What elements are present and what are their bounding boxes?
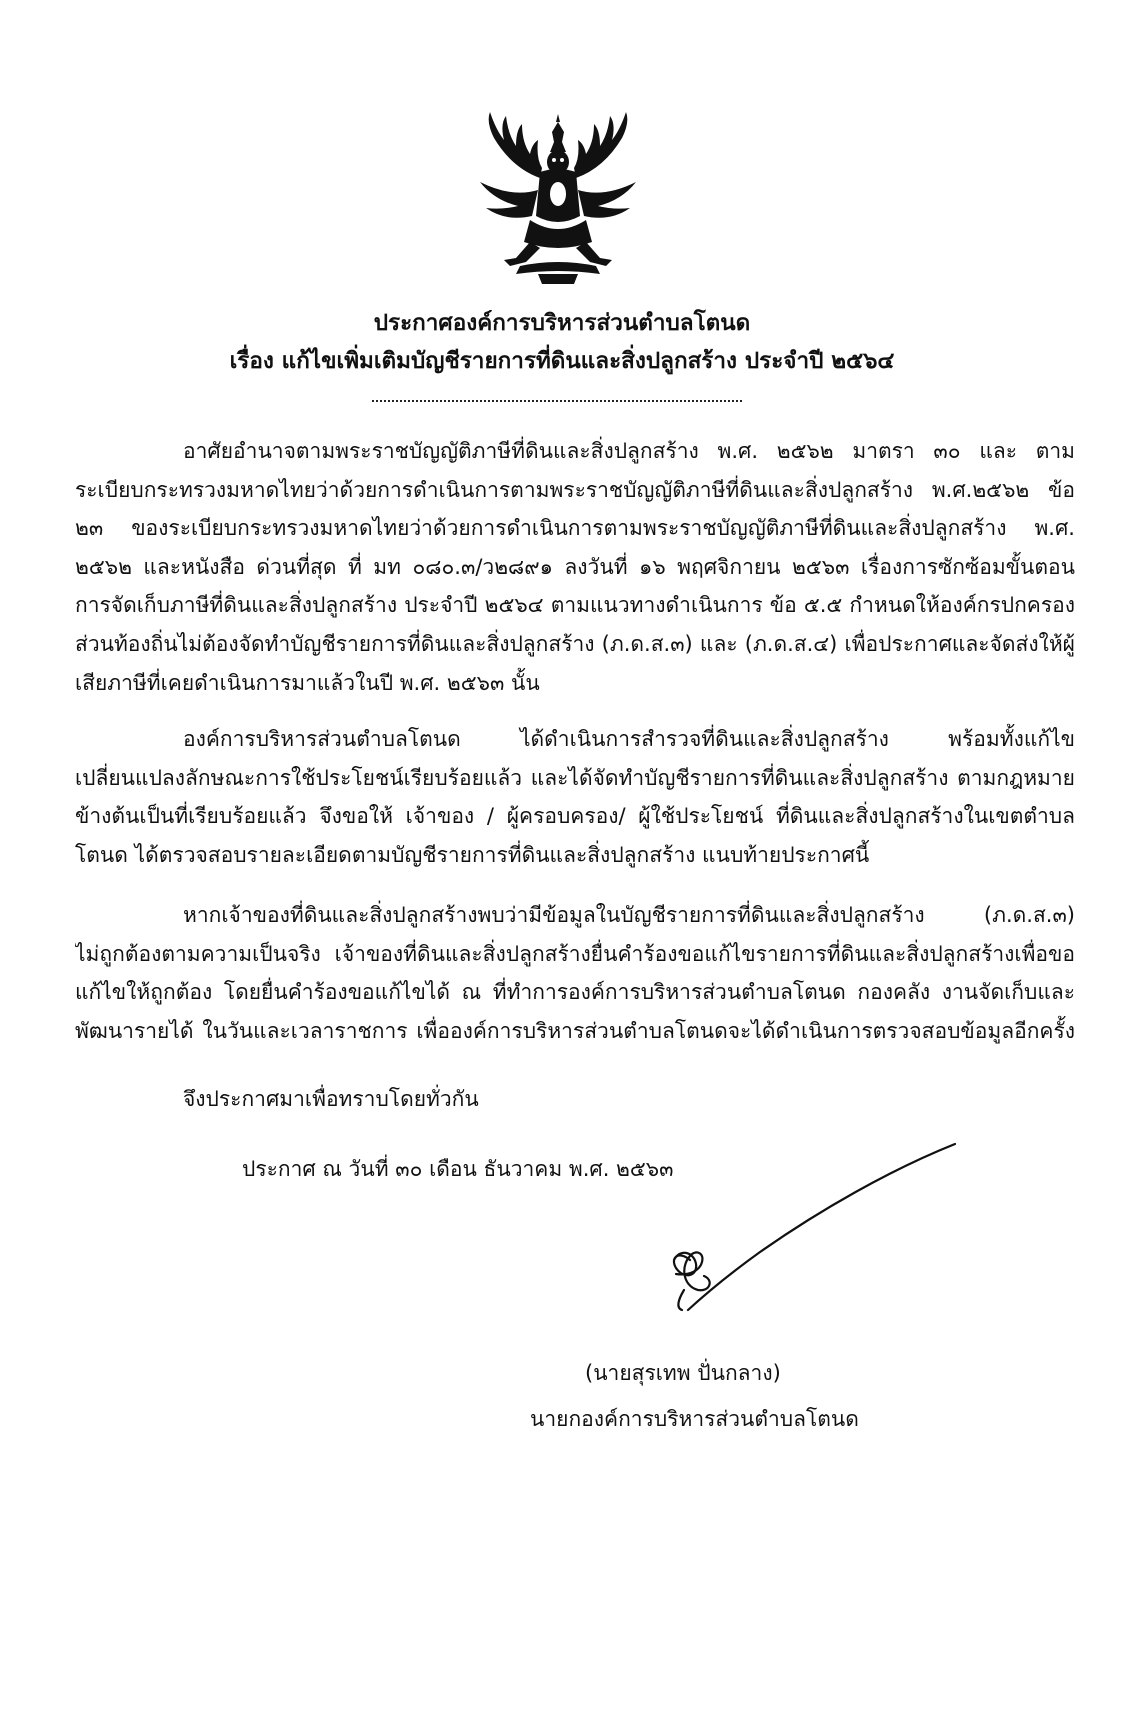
paragraph-line: พัฒนารายได้ ในวันและเวลาราชการ เพื่อองค์การบริหารส่วนตำบลโตนดจะได้ดำเนินการตรวจสอบข้อมูลอีกครั้ง [75,1018,1075,1043]
closing-statement: จึงประกาศมาเพื่อทราบโดยทั่วกัน [183,1087,479,1111]
paragraph-line: แก้ไขให้ถูกต้อง โดยยื่นคำร้องขอแก้ไขได้ ณ ที่ทำการองค์การบริหารส่วนตำบลโตนด กองคลัง งานจัดเก็บและ [75,980,1075,1005]
paragraph-legal-basis [75,432,1075,702]
paragraph-line: ระเบียบกระทรวงมหาดไทยว่าด้วยการดำเนินการตามพระราชบัญญัติภาษีที่ดินและสิ่งปลูกสร้าง พ.ศ.๒๕๖๒ ข้อ [75,477,1075,502]
signer-name: (นายสุรเทพ ปั่นกลาง) [585,1361,781,1385]
paragraph-line: ๒๕๖๒ และหนังสือ ด่วนที่สุด ที่ มท ๐๘๐.๓/ว๒๘๙๑ ลงวันที่ ๑๖ พฤศจิกายน ๒๕๖๓ เรื่องการซักซ้อมขั้นตอน [75,554,1075,579]
handwritten-signature-icon [640,1140,960,1320]
announcement-date: ประกาศ ณ วันที่ ๓๐ เดือน ธันวาคม พ.ศ. ๒๕๖๓ [242,1157,674,1181]
paragraph-line: องค์การบริหารส่วนตำบลโตนด ได้ดำเนินการสำรวจที่ดินและสิ่งปลูกสร้าง พร้อมทั้งแก้ไข [183,727,1075,751]
garuda-emblem-icon [460,108,656,286]
paragraph-line: ข้างต้นเป็นที่เรียบร้อยแล้ว จึงขอให้ เจ้าของ / ผู้ครอบครอง/ ผู้ใช้ประโยชน์ ที่ดินและสิ่งปลูกสร้างในเขตตำบล [75,804,1075,829]
signer-position: นายกองค์การบริหารส่วนตำบลโตนด [530,1407,859,1431]
title-divider [372,400,742,402]
announcement-title: ประกาศองค์การบริหารส่วนตำบลโตนด [373,310,751,336]
paragraph-line: ส่วนท้องถิ่นไม่ต้องจัดทำบัญชีรายการที่ดินและสิ่งปลูกสร้าง (ภ.ด.ส.๓) และ (ภ.ด.ส.๔) เพื่อประกาศและจัดส่งให้ผู้ [75,631,1075,656]
paragraph-line: การจัดเก็บภาษีที่ดินและสิ่งปลูกสร้าง ประจำปี ๒๕๖๔ ตามแนวทางดำเนินการ ข้อ ๕.๕ กำหนดให้องค์กรปกครอง [75,593,1075,618]
paragraph-line: อาศัยอำนาจตามพระราชบัญญัติภาษีที่ดินและสิ่งปลูกสร้าง พ.ศ. ๒๕๖๒ มาตรา ๓๐ และ ตาม [183,439,1075,463]
paragraph-line: ๒๓ ของระเบียบกระทรวงมหาดไทยว่าด้วยการดำเนินการตามพระราชบัญญัติภาษีที่ดินและสิ่งปลูกสร้าง พ.ศ. [75,516,1075,541]
announcement-subject: เรื่อง แก้ไขเพิ่มเติมบัญชีรายการที่ดินและสิ่งปลูกสร้าง ประจำปี ๒๕๖๔ [229,348,895,374]
paragraph-line: เปลี่ยนแปลงลักษณะการใช้ประโยชน์เรียบร้อยแล้ว และได้จัดทำบัญชีรายการที่ดินและสิ่งปลูกสร้าง ตามกฎหมาย [75,765,1075,790]
paragraph-line: หากเจ้าของที่ดินและสิ่งปลูกสร้างพบว่ามีข้อมูลในบัญชีรายการที่ดินและสิ่งปลูกสร้าง (ภ.ด.ส.๓) [183,903,1075,927]
paragraph-survey [75,720,1075,874]
paragraph-line: โตนด ได้ตรวจสอบรายละเอียดตามบัญชีรายการที่ดินและสิ่งปลูกสร้าง แนบท้ายประกาศนี้ [75,842,870,867]
paragraph-line: เสียภาษีที่เคยดำเนินการมาแล้วในปี พ.ศ. ๒๕๖๓ นั้น [75,670,540,695]
paragraph-line: ไม่ถูกต้องตามความเป็นจริง เจ้าของที่ดินและสิ่งปลูกสร้างยื่นคำร้องขอแก้ไขรายการที่ดินและสิ่งปลูกสร้างเพื่อขอ [75,941,1075,966]
paragraph-correction [75,896,1075,1050]
